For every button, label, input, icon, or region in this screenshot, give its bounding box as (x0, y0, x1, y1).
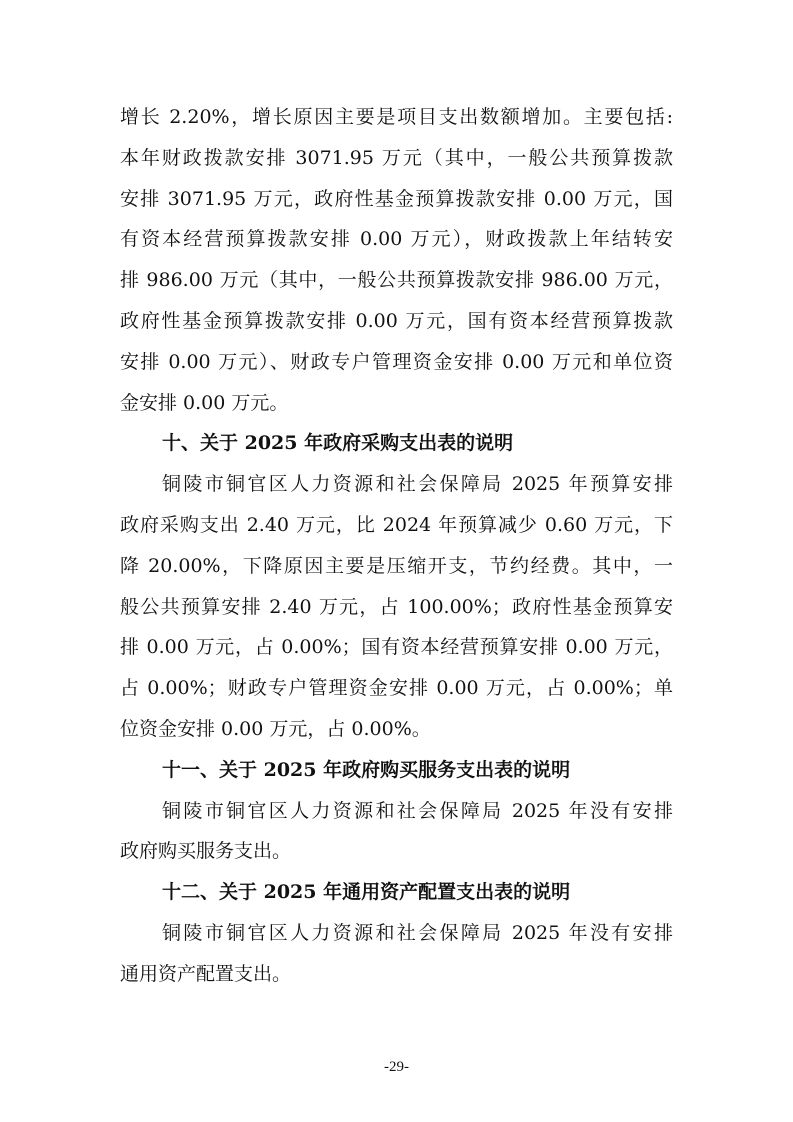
body-text (120, 97, 673, 995)
paragraph-budget-sources (120, 97, 673, 423)
text-line: 排 0.00 万元，占 0.00%；国有资本经营预算安排 0.00 万元， (120, 636, 673, 659)
section-heading-asset-allocation: 十二、关于 2025 年通用资产配置支出表的说明 (162, 881, 571, 904)
section-heading-service-purchase: 十一、关于 2025 年政府购买服务支出表的说明 (162, 758, 571, 781)
text-line: 政府采购支出 2.40 万元，比 2024 年预算减少 0.60 万元，下 (120, 513, 673, 536)
page-number: -29- (384, 1059, 409, 1075)
text-line: 占 0.00%；财政专户管理资金安排 0.00 万元，占 0.00%；单 (120, 677, 673, 700)
paragraph-asset-allocation (120, 913, 673, 995)
text-line: 安排 3071.95 万元，政府性基金预算拨款安排 0.00 万元，国 (120, 187, 673, 210)
text-line: 政府购买服务支出。 (120, 840, 292, 863)
text-line: 铜陵市铜官区人力资源和社会保障局 2025 年没有安排 (162, 921, 673, 944)
text-line: 铜陵市铜官区人力资源和社会保障局 2025 年没有安排 (162, 799, 673, 822)
paragraph-procurement (120, 464, 673, 750)
text-line: 排 986.00 万元（其中，一般公共预算拨款安排 986.00 万元， (120, 269, 673, 292)
paragraph-service-purchase (120, 791, 673, 873)
text-line: 本年财政拨款安排 3071.95 万元（其中，一般公共预算拨款 (120, 146, 673, 169)
text-line: 安排 0.00 万元）、财政专户管理资金安排 0.00 万元和单位资 (120, 350, 673, 373)
text-line: 政府性基金预算拨款安排 0.00 万元，国有资本经营预算拨款 (120, 309, 673, 332)
text-line: 通用资产配置支出。 (120, 962, 292, 985)
text-line: 铜陵市铜官区人力资源和社会保障局 2025 年预算安排 (162, 473, 673, 496)
text-line: 有资本经营预算拨款安排 0.00 万元），财政拨款上年结转安 (120, 228, 673, 251)
text-line: 增长 2.20%，增长原因主要是项目支出数额增加。主要包括: (120, 106, 673, 128)
text-line: 降 20.00%，下降原因主要是压缩开支，节约经费。其中，一 (120, 554, 673, 577)
section-heading-procurement: 十、关于 2025 年政府采购支出表的说明 (162, 432, 514, 455)
text-line: 般公共预算安排 2.40 万元，占 100.00%；政府性基金预算安 (120, 595, 673, 618)
text-line: 金安排 0.00 万元。 (120, 391, 289, 414)
text-line: 位资金安排 0.00 万元，占 0.00%。 (120, 717, 431, 740)
